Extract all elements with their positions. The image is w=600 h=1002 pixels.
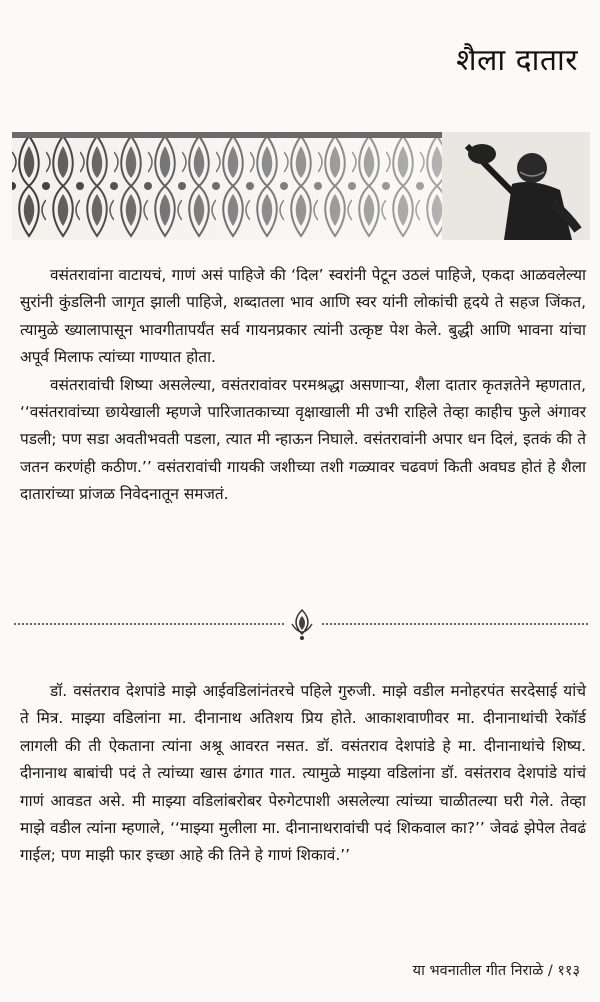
- page-footer: या भवनातील गीत निराळे / ११३: [412, 963, 580, 979]
- paragraph: डॉ. वसंतराव देशपांडे माझे आईवडिलांनंतरचे पहिले गुरुजी. माझे वडील मनोहरपंत सरदेसाई यांचे ते मित्र. माझ्या वडिलांना मा. दीनानाथ अतिशय प्रिय होते. आकाशवाणीवर मा. दीनानाथांची रेकॉर्ड लागली की ती ऐकताना त्यांना अश्रू आवरत नसत. डॉ. वसंतराव देशपांडे हे मा. दीनानाथांचे शिष्य. दीनानाथ बाबांची पदं ते त्यांच्या खास ढंगात गात. त्यामुळे माझ्या वडिलांना डॉ. वसंतराव देशपांडे यांचं गाणं आवडत असे. मी माझ्या वडिलांबरोबर पेरुगेटपाशी असलेल्या त्यांच्या चाळीतल्या घरी गेले. तेव्हा माझे वडील त्यांना म्हणाले, ‘‘माझ्या मुलीला मा. दीनानाथरावांची पदं शिकवाल का?’’ जेवढं झेपेल तेवढं गाईल; पण माझी फार इच्छा आहे की तिने हे गाणं शिकावं.’’: [20, 682, 586, 865]
- ornamental-banner: [12, 132, 590, 240]
- article-text-upper: [20, 262, 586, 509]
- page-title: शैला दातार: [456, 43, 578, 78]
- article-text-lower: [20, 678, 586, 870]
- paragraph: वसंतरावांना वाटायचं, गाणं असं पाहिजे की ‘दिल’ स्वरांनी पेटून उठलं पाहिजे, एकदा आळवलेल्या सुरांनी कुंडलिनी जागृत झाली पाहिजे, शब्दातला भाव आणि स्वर यांनी लोकांची हृदये ते सहज जिंकत, त्यामुळे ख्यालापासून भावगीतापर्यंत सर्व गायनप्रकार त्यांनी उत्कृष्ट पेश केले. बुद्धी आणि भावना यांचा अपूर्व मिलाफ त्यांच्या गाण्यात होता.: [20, 266, 586, 367]
- floral-divider-ornament: [14, 600, 590, 644]
- paragraph: वसंतरावांची शिष्या असलेल्या, वसंतरावांवर परमश्रद्धा असणाऱ्या, शैला दातार कृतज्ञतेने म्हणतात, ‘‘वसंतरावांच्या छायेखाली म्हणजे पारिजातकाच्या वृक्षाखाली मी उभी राहिले तेव्हा काहीच फुले अंगावर पडली; पण सडा अवतीभवती पडला, त्यात मी न्हाऊन निघाले. वसंतरावांनी अपार धन दिलं, इतकं की ते जतन करणंही कठीण.’’ वसंतरावांची गायकी जशीच्या तशी गळ्यावर चढवणं किती अवघड होतं हे शैला दातारांच्या प्रांजळ निवेदनातून समजतं.: [20, 375, 586, 504]
